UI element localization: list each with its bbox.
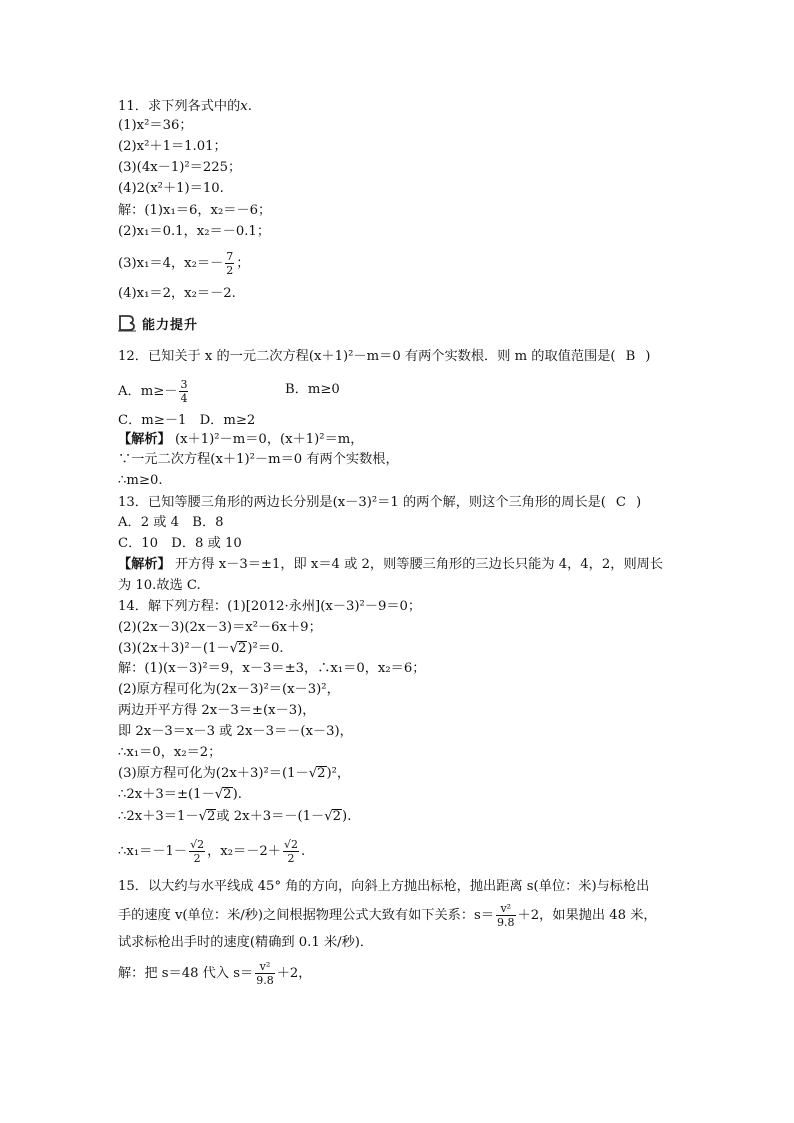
q14-solution-3b: ∴2x＋3＝±(1－√2). xyxy=(118,787,242,802)
fraction: $\frac{\text{v²}}{9.8}$ xyxy=(256,960,274,987)
q12-analysis-1: 【解析】 (x＋1)²－m＝0，(x＋1)²＝m， xyxy=(118,432,364,447)
fraction: $\frac{\text{v²}}{9.8}$ xyxy=(497,902,515,929)
q11-solution-4: (4)x₁＝2，x₂＝－2. xyxy=(118,286,236,301)
q14-item-3: (3)(2x＋3)²－(1－√2)²＝0. xyxy=(118,641,284,656)
q14-stem: 14．解下列方程：(1)[2012·永州](x－3)²－9＝0； xyxy=(118,599,422,614)
q12-options-cd: C．m≥－1 D．m≥2 xyxy=(118,413,256,428)
q11-stem: 11．求下列各式中的x. xyxy=(118,99,252,114)
q11-item-2: (2)x²＋1＝1.01； xyxy=(118,139,227,154)
q13-answer: C xyxy=(615,495,627,510)
q14-solution-3a: (3)原方程可化为(2x＋3)²＝(1－√2)²， xyxy=(118,766,351,781)
q11-solution-3: (3)x₁＝4，x₂＝－ $\frac{7}{2}$ ； xyxy=(118,250,250,277)
section-badge xyxy=(118,314,198,332)
q11-solution-2: (2)x₁＝0.1，x₂＝－0.1； xyxy=(118,224,271,239)
q12-analysis-2: ∵一元二次方程(x＋1)²－m＝0 有两个实数根， xyxy=(118,452,399,467)
q13-analysis-1: 【解析】 开方得 x－3＝±1，即 x＝4 或 2，则等腰三角形的三边长只能为 4，4，2，则周长 xyxy=(118,557,664,572)
q13-options-ab: A．2 或 4 B．8 xyxy=(118,515,224,530)
q14-item-2: (2)(2x－3)(2x－3)＝x²－6x＋9； xyxy=(118,620,322,635)
q15-line-1: 15．以大约与水平线成 45° 角的方向，向斜上方抛出标枪，抛出距离 s(单位：米)与标枪出 xyxy=(118,879,650,894)
q12-option-a: A．m≥－ $\frac{3}{4}$ xyxy=(118,378,188,405)
q11-item-3: (3)(4x－1)²＝225； xyxy=(118,160,242,175)
fraction: $\frac{√2}{2}$ xyxy=(190,838,205,865)
q13-stem: 13．已知等腰三角形的两边长分别是(x－3)²＝1 的两个解，则这个三角形的周长是( C ) xyxy=(118,495,642,510)
q11-solution-1: 解：(1)x₁＝6，x₂＝－6； xyxy=(118,203,272,218)
q14-solution-2a: (2)原方程可化为(2x－3)²＝(x－3)²， xyxy=(118,682,340,697)
section-b-icon xyxy=(118,314,138,332)
q11-item-1: (1)x²＝36； xyxy=(118,118,193,133)
q13-options-cd: C．10 D．8 或 10 xyxy=(118,536,242,551)
fraction: $\frac{3}{4}$ xyxy=(180,378,188,405)
section-badge-label: 能力提升 xyxy=(142,317,199,333)
q15-solution: 解：把 s＝48 代入 s＝ $\frac{\text{v²}}{9.8}$ ＋2， xyxy=(118,960,312,987)
q11-item-4: (4)2(x²＋1)＝10. xyxy=(118,181,224,196)
fraction: $\frac{√2}{2}$ xyxy=(283,838,298,865)
fraction: $\frac{7}{2}$ xyxy=(226,250,234,277)
q12-analysis-3: ∴m≥0. xyxy=(118,473,163,488)
q15-line-2: 手的速度 v(单位：米/秒)之间根据物理公式大致有如下关系：s＝ $\frac{\text{v²}}{9.8}$ ＋2，如果抛出 48 米， xyxy=(118,902,657,929)
q14-solution-3d: ∴x₁＝－1－ $\frac{√2}{2}$ ，x₂＝－2＋ $\frac{√2}{2}$ . xyxy=(118,838,306,865)
q14-solution-2d: ∴x₁＝0，x₂＝2； xyxy=(118,745,222,760)
q15-line-3: 试求标枪出手时的速度(精确到 0.1 米/秒)． xyxy=(118,935,374,950)
q12-stem: 12．已知关于 x 的一元二次方程(x＋1)²－m＝0 有两个实数根．则 m 的取值范围是( B ) xyxy=(118,349,651,364)
q12-answer: B xyxy=(625,349,636,364)
q14-solution-2b: 两边开平方得 2x－3＝±(x－3)， xyxy=(118,703,316,718)
q14-solution-1: 解：(1)(x－3)²＝9，x－3＝±3，∴x₁＝0，x₂＝6； xyxy=(118,661,426,676)
q14-solution-3c: ∴2x＋3＝1－√2或 2x＋3＝－(1－√2). xyxy=(118,809,352,824)
q14-solution-2c: 即 2x－3＝x－3 或 2x－3＝－(x－3)， xyxy=(118,724,353,739)
q12-option-b: B．m≥0 xyxy=(285,382,340,397)
q13-analysis-2: 为 10.故选 C. xyxy=(118,578,201,593)
